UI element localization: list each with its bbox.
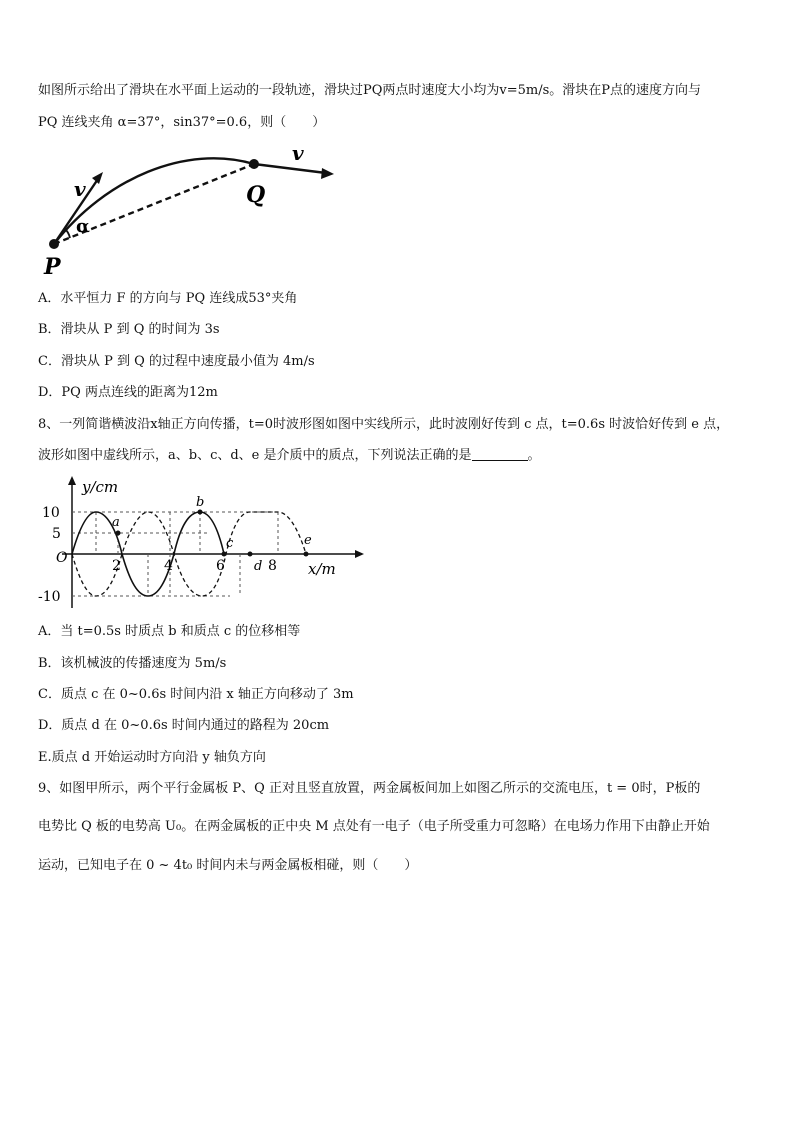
q8-option-a: A．当 t=0.5s 时质点 b 和质点 c 的位移相等 xyxy=(38,624,301,639)
q8-option-d: D．质点 d 在 0~0.6s 时间内通过的路程为 20cm xyxy=(38,718,330,733)
velocity-arrowhead-p xyxy=(92,172,103,184)
x-tick-4: 4 xyxy=(164,558,173,574)
point-b xyxy=(198,510,203,515)
label-alpha: α xyxy=(76,216,90,237)
q7-stem-line-2: PQ 连线夹角 α=37°，sin37°=0.6，则（ ） xyxy=(38,115,326,130)
y-tick-5: 5 xyxy=(52,526,61,542)
q7-option-b: B．滑块从 P 到 Q 的时间为 3s xyxy=(38,322,220,337)
y-tick-neg10: -10 xyxy=(38,589,61,605)
point-e xyxy=(304,552,309,557)
q8-option-b: B．该机械波的传播速度为 5m/s xyxy=(38,656,227,671)
label-q: Q xyxy=(246,182,266,208)
q7-option-d: D．PQ 两点连线的距离为12m xyxy=(38,385,218,400)
q7-option-a: A．水平恒力 F 的方向与 PQ 连线成53°夹角 xyxy=(38,291,298,306)
q8-option-c: C．质点 c 在 0~0.6s 时间内沿 x 轴正方向移动了 3m xyxy=(38,687,354,702)
y-axis-label: y/cm xyxy=(82,478,119,496)
q9-stem-line-2: 电势比 Q 板的电势高 U₀。在两金属板的正中央 M 点处有一电子（电子所受重力可忽略）在电场力作用下由静止开始 xyxy=(38,819,710,834)
q7-option-c: C．滑块从 P 到 Q 的过程中速度最小值为 4m/s xyxy=(38,354,315,369)
point-label-a: a xyxy=(112,515,120,530)
point-a xyxy=(116,531,121,536)
label-v-q: v xyxy=(292,148,304,165)
x-tick-2: 2 xyxy=(112,558,121,574)
q8-stem-text: 波形如图中虚线所示，a、b、c、d、e 是介质中的质点，下列说法正确的是 xyxy=(38,448,472,463)
x-axis-label: x/m xyxy=(308,560,336,578)
answer-blank xyxy=(472,448,528,461)
y-tick-10: 10 xyxy=(42,505,60,521)
label-v-p: v xyxy=(74,177,86,201)
point-label-c: c xyxy=(226,536,234,551)
q8-wave-figure xyxy=(36,474,366,610)
velocity-arrowhead-q xyxy=(321,168,334,179)
velocity-arrow-q xyxy=(254,164,326,173)
q8-stem-line-2 xyxy=(38,447,758,465)
point-p xyxy=(49,239,59,249)
point-label-b: b xyxy=(196,495,205,510)
label-p: P xyxy=(44,254,61,278)
point-d xyxy=(248,552,253,557)
point-c xyxy=(222,552,227,557)
q9-stem-line-3: 运动，已知电子在 0 ~ 4t₀ 时间内未与两金属板相碰，则（ ） xyxy=(38,858,418,873)
q8-option-e: E.质点 d 开始运动时方向沿 y 轴负方向 xyxy=(38,750,266,765)
x-tick-6: 6 xyxy=(216,558,225,574)
q8-stem-line-1: 8、一列简谐横波沿x轴正方向传播，t=0时波形图如图中实线所示，此时波刚好传到 c 点，t=0.6s 时波恰好传到 e 点， xyxy=(38,417,730,432)
q7-stem-line-1: 如图所示给出了滑块在水平面上运动的一段轨迹，滑块过PQ两点时速度大小均为v=5m/s。滑块在P点的速度方向与 xyxy=(38,83,702,98)
point-q xyxy=(249,159,259,169)
y-axis-arrow xyxy=(68,476,76,485)
x-tick-8: 8 xyxy=(268,558,277,574)
origin-label: O xyxy=(56,550,68,566)
q9-stem-line-1: 9、如图甲所示，两个平行金属板 P、Q 正对且竖直放置，两金属板间加上如图乙所示的交流电压，t = 0时，P板的 xyxy=(38,781,701,796)
point-label-d: d xyxy=(254,559,263,574)
q8-stem-end: 。 xyxy=(527,448,541,463)
point-label-e: e xyxy=(304,533,312,548)
x-axis-arrow xyxy=(355,550,364,558)
q7-trajectory-figure xyxy=(36,148,346,278)
